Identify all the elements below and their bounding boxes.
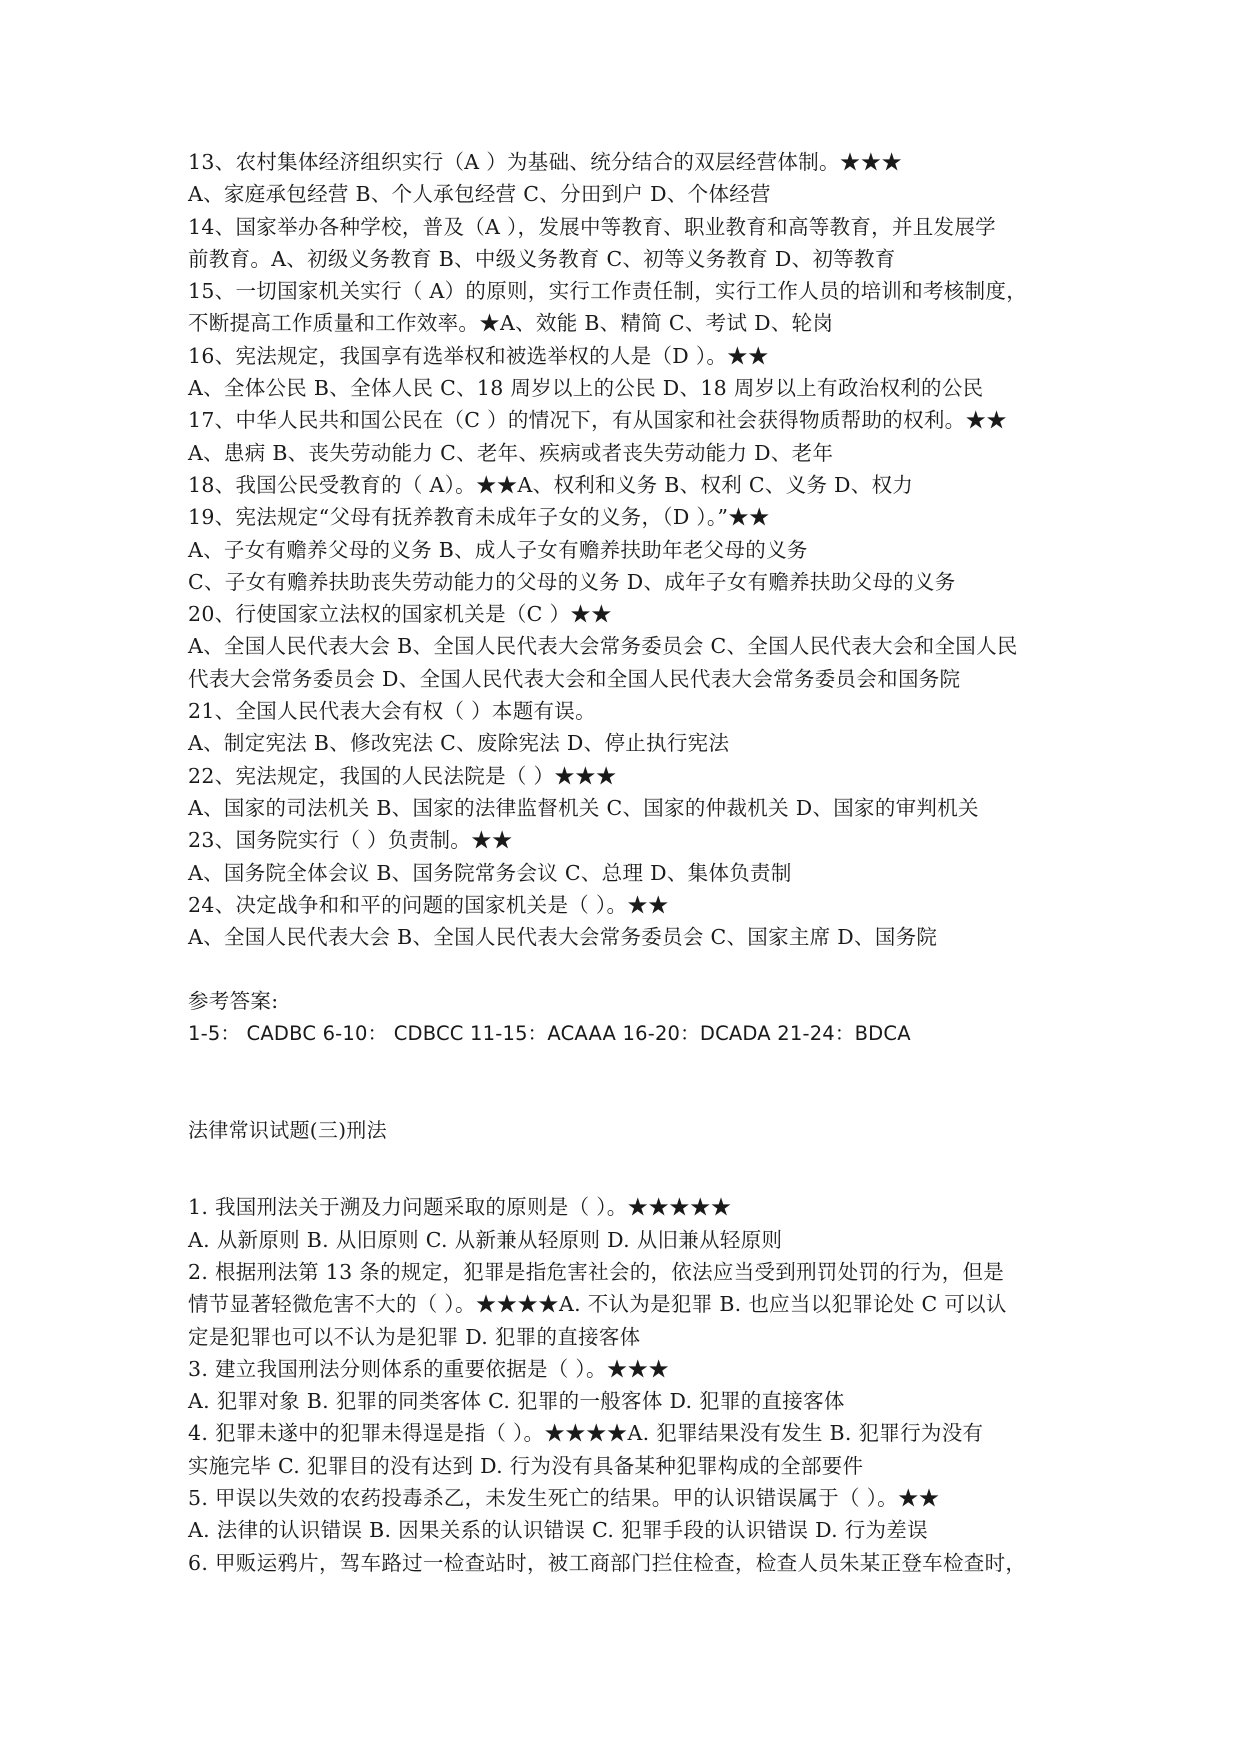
answer-key-text: 1-5： CADBC 6-10： CDBCC 11-15：ACAAA 16-20：DCADA 21-24：BDCA (188, 1021, 911, 1045)
text-line: 24、决定战争和和平的问题的国家机关是（ ）。★★ (188, 892, 669, 917)
text-line: 16、宪法规定，我国享有选举权和被选举权的人是（D ）。★★ (188, 343, 769, 368)
section-title: 法律常识试题(三)刑法 (188, 1118, 387, 1143)
text-line: 不断提高工作质量和工作效率。★A、效能 B、精简 C、考试 D、轮岗 (188, 311, 834, 336)
text-line: 2. 根据刑法第 13 条的规定，犯罪是指危害社会的，依法应当受到刑罚处罚的行为，但是 (188, 1259, 1005, 1284)
text-line: 1. 我国刑法关于溯及力问题采取的原则是（ ）。★★★★★ (188, 1195, 732, 1220)
text-line: 20、行使国家立法权的国家机关是（C ）★★ (188, 602, 612, 627)
answer-key (188, 985, 1088, 1050)
text-line: A、患病 B、丧失劳动能力 C、老年、疾病或者丧失劳动能力 D、老年 (188, 440, 834, 465)
text-line: A、国家的司法机关 B、国家的法律监督机关 C、国家的仲裁机关 D、国家的审判机关 (188, 795, 979, 820)
text-line: A、全国人民代表大会 B、全国人民代表大会常务委员会 C、全国人民代表大会和全国人民 (188, 634, 1018, 659)
text-line: 14、国家举办各种学校，普及（A ），发展中等教育、职业教育和高等教育，并且发展学 (188, 214, 996, 239)
text-line: A、家庭承包经营 B、个人承包经营 C、分田到户 D、个体经营 (188, 182, 771, 207)
text-line: 实施完毕 C. 犯罪目的没有达到 D. 行为没有具备某种犯罪构成的全部要件 (188, 1453, 864, 1478)
text-line: 3. 建立我国刑法分则体系的重要依据是（ ）。★★★ (188, 1356, 670, 1381)
text-line: 前教育。A、初级义务教育 B、中级义务教育 C、初等义务教育 D、初等教育 (188, 246, 896, 271)
text-line: 17、中华人民共和国公民在（C ）的情况下，有从国家和社会获得物质帮助的权利。★★ (188, 408, 1008, 433)
text-line: 15、一切国家机关实行（ A）的原则，实行工作责任制，实行工作人员的培训和考核制度， (188, 279, 1028, 304)
text-line: 6. 甲贩运鸦片，驾车路过一检查站时，被工商部门拦住检查，检查人员朱某正登车检查时， (188, 1550, 1027, 1575)
text-line: 13、农村集体经济组织实行（A ）为基础、统分结合的双层经营体制。★★★ (188, 150, 903, 174)
text-line: 19、宪法规定“父母有抚养教育未成年子女的义务，（D ）。”★★ (188, 505, 770, 530)
text-line: A. 法律的认识错误 B. 因果关系的认识错误 C. 犯罪手段的认识错误 D. 行为差误 (188, 1518, 928, 1543)
text-line: A、全体公民 B、全体人民 C、18 周岁以上的公民 D、18 周岁以上有政治权利的公民 (188, 376, 984, 401)
text-line: 5. 甲误以失效的农药投毒杀乙，未发生死亡的结果。甲的认识错误属于（ ）。★★ (188, 1485, 940, 1510)
text-line: 18、我国公民受教育的（ A）。★★A、权利和义务 B、权利 C、义务 D、权力 (188, 472, 914, 497)
text-line: 代表大会常务委员会 D、全国人民代表大会和全国人民代表大会常务委员会和国务院 (188, 666, 961, 691)
text-line: A、国务院全体会议 B、国务院常务会议 C、总理 D、集体负责制 (188, 860, 792, 885)
text-line: 定是犯罪也可以不认为是犯罪 D. 犯罪的直接客体 (188, 1324, 641, 1349)
text-line: A、制定宪法 B、修改宪法 C、废除宪法 D、停止执行宪法 (188, 731, 730, 756)
text-line: 21、全国人民代表大会有权（ ）本题有误。 (188, 699, 596, 724)
text-line: 23、国务院实行（ ）负责制。★★ (188, 828, 513, 853)
text-line: A、子女有赡养父母的义务 B、成人子女有赡养扶助年老父母的义务 (188, 537, 808, 562)
text-line: A. 从新原则 B. 从旧原则 C. 从新兼从轻原则 D. 从旧兼从轻原则 (188, 1227, 783, 1252)
text-line: C、子女有赡养扶助丧失劳动能力的父母的义务 D、成年子女有赡养扶助父母的义务 (188, 569, 956, 594)
criminal-law-questions (188, 1191, 1088, 1579)
text-line: 22、宪法规定，我国的人民法院是（ ）★★★ (188, 763, 617, 788)
constitution-questions (188, 146, 1088, 953)
text-line: 4. 犯罪未遂中的犯罪未得逞是指（ ）。★★★★A. 犯罪结果没有发生 B. 犯罪行为没有 (188, 1421, 984, 1446)
answer-key-label: 参考答案: (188, 989, 279, 1014)
text-line: A. 犯罪对象 B. 犯罪的同类客体 C. 犯罪的一般客体 D. 犯罪的直接客体 (188, 1389, 845, 1414)
document-page (188, 146, 1088, 1579)
text-line: A、全国人民代表大会 B、全国人民代表大会常务委员会 C、国家主席 D、国务院 (188, 925, 938, 950)
text-line: 情节显著轻微危害不大的（ ）。★★★★A. 不认为是犯罪 B. 也应当以犯罪论处 C 可以认 (188, 1292, 1007, 1317)
